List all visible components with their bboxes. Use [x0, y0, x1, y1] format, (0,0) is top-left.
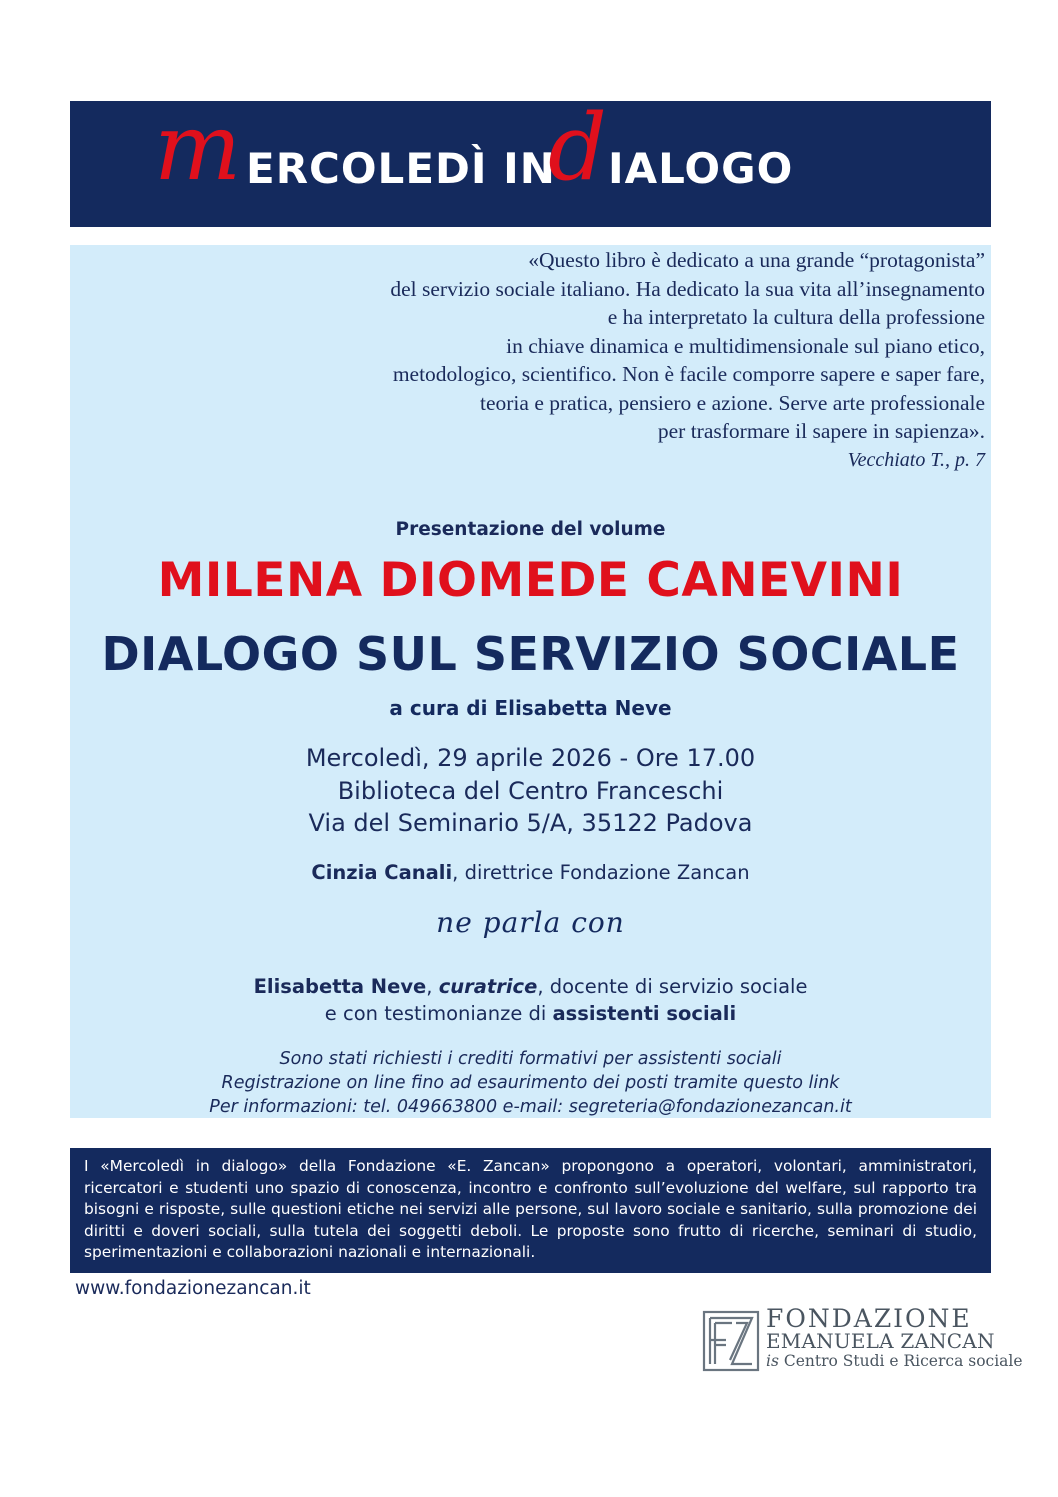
speaker-line — [70, 975, 991, 998]
quote-line: «Questo libro è dedicato a una grande “protagonista” — [528, 248, 985, 272]
title-part-1: ERCOLEDÌ IN — [246, 144, 556, 193]
title-part-2: IALOGO — [608, 144, 794, 193]
book-author: MILENA DIOMEDE CANEVINI — [157, 553, 904, 608]
fz-monogram-icon — [702, 1310, 760, 1372]
logo-tagline — [766, 1352, 1023, 1370]
title-initial-m: m — [154, 94, 242, 201]
event-date: Mercoledì, 29 aprile 2026 - Ore 17.00 — [305, 744, 756, 772]
host-line — [70, 861, 991, 884]
quote-line: teoria e pratica, pensiero e azione. Serve arte professionale — [480, 390, 985, 415]
speaker-description: , docente di servizio sociale — [537, 975, 808, 998]
contact-info: Per informazioni: tel. 049663800 e-mail: segreteria@fondazionezancan.it — [209, 1097, 852, 1117]
witness-line — [70, 1002, 991, 1025]
quote-line: per trasformare il sapere in sapienza». — [657, 419, 985, 443]
title-initial-d: d — [548, 94, 607, 201]
host-name: Cinzia Canali — [311, 861, 453, 884]
quote-line: del servizio sociale italiano. Ha dedicato la sua vita all’insegnamento — [390, 276, 985, 301]
quote-line: metodologico, scientifico. Non è facile comporre sapere e saper fare, — [392, 362, 985, 386]
speaker-name: Elisabetta Neve — [253, 975, 427, 998]
registration-link[interactable]: Registrazione on line fino ad esaurimento dei posti tramite questo link — [221, 1073, 840, 1093]
quote-author: Vecchiato T., p. 7 — [847, 448, 985, 471]
presentation-intro: Presentazione del volume — [395, 519, 666, 540]
witness-role: assistenti sociali — [552, 1002, 737, 1025]
website-link[interactable]: www.fondazionezancan.it — [75, 1278, 311, 1299]
quote — [285, 246, 985, 474]
quote-line: e ha interpretato la cultura della professione — [607, 305, 985, 329]
witness-prefix: e con testimonianze di — [324, 1002, 553, 1025]
series-title — [150, 94, 910, 230]
logo-tagline-text: Centro Studi e Ricerca sociale — [778, 1352, 1023, 1370]
speaks-with: ne parla con — [436, 906, 625, 939]
event-address: Via del Seminario 5/A, 35122 Padova — [308, 809, 753, 837]
book-editor: a cura di Elisabetta Neve — [389, 696, 672, 720]
logo-name-line2: EMANUELA ZANCAN — [766, 1329, 995, 1353]
foundation-logo — [702, 1304, 1023, 1373]
logo-is: is — [766, 1352, 779, 1370]
event-place: Biblioteca del Centro Franceschi — [337, 777, 724, 805]
quote-line: in chiave dinamica e multidimensionale sul piano etico, — [506, 333, 985, 358]
speaker-separator: , — [426, 975, 439, 998]
credits-note: Sono stati richiesti i crediti formativi per assistenti sociali — [279, 1049, 782, 1069]
book-title: DIALOGO SUL SERVIZIO SOCIALE — [101, 627, 960, 681]
host-role: , direttrice Fondazione Zancan — [452, 861, 750, 884]
speaker-role: curatrice — [438, 975, 538, 998]
logo-name-line1: FONDAZIONE — [766, 1304, 972, 1333]
series-description: I «Mercoledì in dialogo» della Fondazione «E. Zancan» propongono a operatori, volontari, amministratori, ricercatori e studenti uno spazio di conoscenza, incontro e confronto sull’evoluzione del welfare, sul rapporto tra bisogni e risposte, sulle questioni etiche nei servizi alle persone, sul lavoro sociale e sanitario, sulla promozione dei diritti e doveri sociali, sulla tutela dei soggetti deboli. Le proposte sono frutto di ricerche, seminari di studio, sperimentazioni e collaborazioni nazionali e internazionali. — [84, 1157, 977, 1262]
